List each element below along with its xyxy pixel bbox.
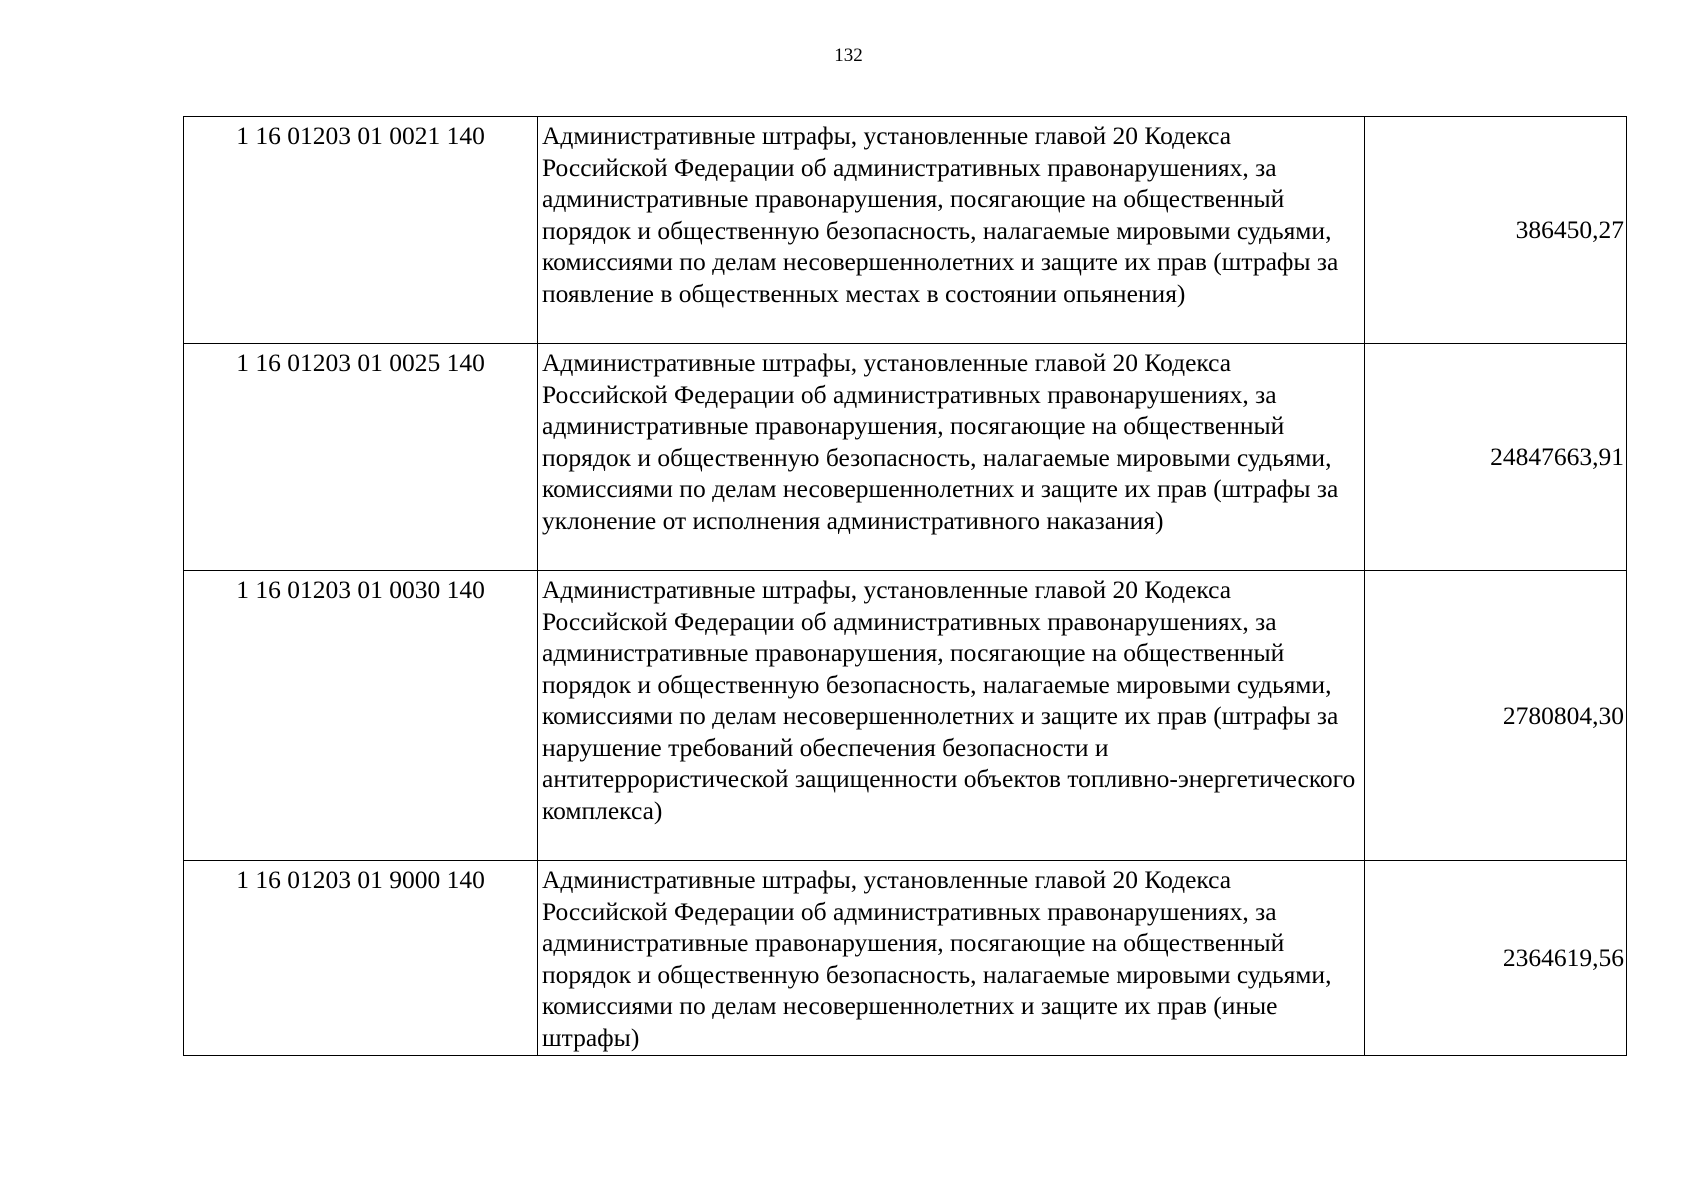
revenue-amount: 2780804,30	[1365, 571, 1627, 861]
table-row	[184, 571, 1627, 861]
budget-revenue-table	[183, 116, 1627, 1056]
page-number: 132	[834, 45, 863, 66]
table-row	[184, 344, 1627, 571]
table-row	[184, 117, 1627, 344]
revenue-amount: 386450,27	[1365, 117, 1627, 344]
revenue-amount: 2364619,56	[1365, 861, 1627, 1056]
budget-classification-code: 1 16 01203 01 9000 140	[184, 861, 538, 1056]
revenue-description: Административные штрафы, установленные главой 20 Кодекса Российской Федерации об административных правонарушениях, за административные правонарушения, посягающие на общественный порядок и общественную безопасность, налагаемые мировыми судьями, комиссиями по делам несовершеннолетних и защите их прав (штрафы за появление в общественных местах в состоянии опьянения)	[538, 117, 1365, 344]
revenue-description: Административные штрафы, установленные главой 20 Кодекса Российской Федерации об административных правонарушениях, за административные правонарушения, посягающие на общественный порядок и общественную безопасность, налагаемые мировыми судьями, комиссиями по делам несовершеннолетних и защите их прав (иные штрафы)	[538, 861, 1365, 1056]
revenue-amount: 24847663,91	[1365, 344, 1627, 571]
revenue-description: Административные штрафы, установленные главой 20 Кодекса Российской Федерации об административных правонарушениях, за административные правонарушения, посягающие на общественный порядок и общественную безопасность, налагаемые мировыми судьями, комиссиями по делам несовершеннолетних и защите их прав (штрафы за нарушение требований обеспечения безопасности и антитеррористической защищенности объектов топливно-энергетического комплекса)	[538, 571, 1365, 861]
table-row	[184, 861, 1627, 1056]
budget-classification-code: 1 16 01203 01 0030 140	[184, 571, 538, 861]
revenue-description: Административные штрафы, установленные главой 20 Кодекса Российской Федерации об административных правонарушениях, за административные правонарушения, посягающие на общественный порядок и общественную безопасность, налагаемые мировыми судьями, комиссиями по делам несовершеннолетних и защите их прав (штрафы за уклонение от исполнения административного наказания)	[538, 344, 1365, 571]
budget-classification-code: 1 16 01203 01 0025 140	[184, 344, 538, 571]
budget-classification-code: 1 16 01203 01 0021 140	[184, 117, 538, 344]
